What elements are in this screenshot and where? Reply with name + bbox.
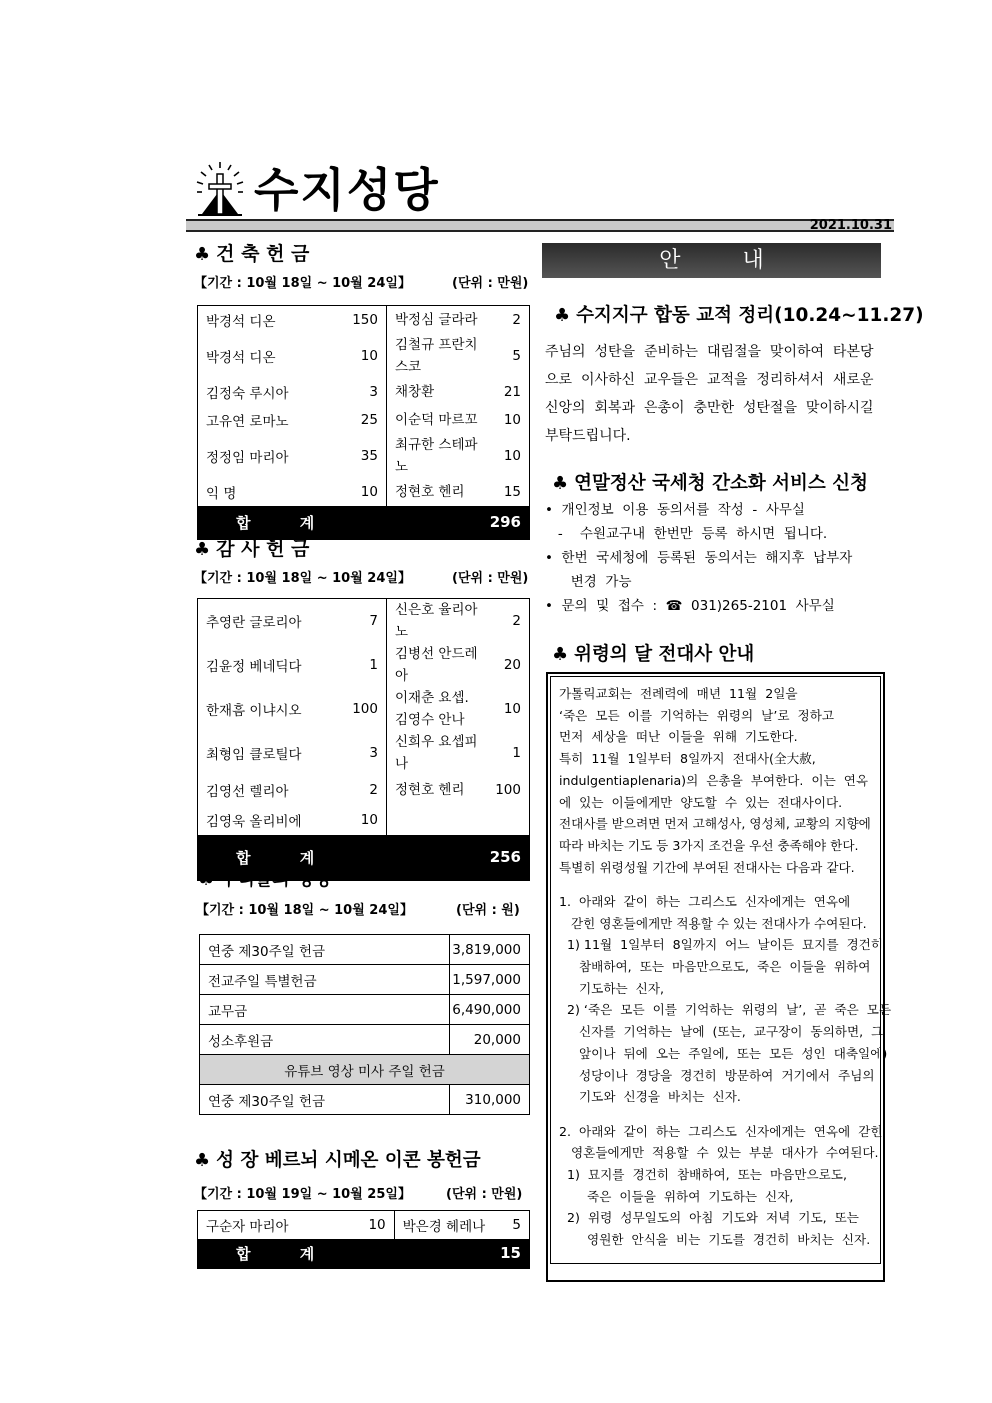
total-value: 15 (500, 1244, 521, 1263)
text-line: 2) 위령 성무일도의 아침 기도와 저녁 기도, 또는 (559, 1210, 859, 1226)
our-devotion-title: ♣ 우리들의 정성 (198, 869, 331, 890)
text-line: 기도와 신경을 바치는 신자. (559, 1089, 741, 1105)
our-devotion-unit: (단위 : 원) (456, 903, 520, 918)
table-row (198, 334, 530, 378)
building-fund-total-row (198, 506, 530, 540)
text-line: 가톨릭교회는 전례력에 매년 11월 2일을 (559, 686, 798, 701)
name-cell: 정현호 헨리 (386, 775, 487, 805)
text-line: 죽은 이들을 위하여 기도하는 신자, (559, 1188, 794, 1204)
text-line: 에 있는 이들에게만 양도할 수 있는 전대사이다. (559, 794, 843, 810)
text-line: 1) 묘지를 경건히 참배하여, 또는 마음만으로도, (559, 1166, 847, 1182)
notice-bar: 안내 (542, 243, 881, 278)
name-cell: 최규한 스테파노 (386, 434, 495, 478)
building-fund-table (197, 305, 530, 540)
name-cell: 박경석 디온 (206, 349, 276, 366)
club-icon: ♣ (194, 539, 211, 560)
name-cell: 최형임 클로틸다 (206, 747, 302, 763)
total-value: 296 (489, 513, 521, 532)
table-row (198, 805, 530, 835)
youtube-header-row (200, 1055, 530, 1085)
name-cell: 구순자 마리아 (206, 1218, 289, 1235)
text-line: 2) ‘죽은 모든 이를 기억하는 위령의 날’, 곧 죽은 모든 (559, 1002, 892, 1018)
header-rule (186, 219, 894, 232)
text-line: 갇힌 영혼들에게만 적용할 수 있는 전대사가 수여된다. (559, 915, 867, 931)
amount-cell: 3 (369, 383, 378, 400)
thanks-offering-unit: (단위 : 만원) (452, 571, 529, 586)
text-line: 전대사를 받으려면 먼저 고해성사, 영성체, 교황의 지향에 (559, 816, 871, 832)
thanks-offering-title: ♣ 감 사 헌 금 (194, 538, 310, 560)
name-cell: 정정임 마리아 (206, 449, 289, 466)
text-line (559, 878, 872, 891)
table-row (200, 935, 530, 965)
amount-cell: 10 (503, 701, 521, 717)
our-devotion-table (199, 934, 530, 1115)
table-row (200, 965, 530, 995)
amount-cell: 100 (495, 782, 521, 798)
amount-cell: 10 (360, 347, 378, 364)
name-cell: 채창환 (386, 378, 495, 406)
thanks-offering-table (197, 598, 530, 881)
total-label: 합 계 (236, 1244, 337, 1263)
table-row (198, 434, 530, 478)
item-label: 연중 제30주일 헌금 (200, 935, 450, 965)
table-row (198, 306, 530, 334)
text-line: 1. 아래와 같이 하는 그리스도 신자에게는 연옥에 (559, 893, 851, 909)
bulletin-date: 2021.10.31 (809, 218, 892, 233)
text-line: 부탁드립니다. (545, 428, 631, 444)
name-cell: 한재흠 이냐시오 (206, 703, 302, 719)
bernard-fund-period: 【기간 : 10월 19일 ~ 10월 25일】 (194, 1187, 411, 1202)
name-cell: 박은경 헤레나 (394, 1211, 502, 1239)
bernard-fund-total-row (198, 1239, 530, 1269)
youtube-header: 유튜브 영상 미사 주일 헌금 (200, 1055, 530, 1085)
table-row (198, 731, 530, 775)
text-line: - 수원교구내 한번만 등록 하시면 됩니다. (545, 526, 828, 542)
text-line: 참배하여, 또는 마음만으로도, 죽은 이들을 위하여 (559, 959, 871, 975)
club-icon: ♣ (552, 644, 569, 665)
amount-cell: 1 (512, 745, 521, 761)
building-fund-unit: (단위 : 만원) (452, 276, 529, 291)
table-row (200, 995, 530, 1025)
amount-cell: 10 (360, 483, 378, 500)
text-line: 1) 11월 1일부터 8일까지 어느 날이든 묘지를 경건히 (559, 937, 884, 953)
text-line: ‘죽은 모든 이를 기억하는 위령의 날’로 정하고 (559, 707, 835, 723)
amount-cell: 7 (369, 613, 378, 629)
table-row (198, 687, 530, 731)
youtube-label: 연중 제30주일 헌금 (200, 1085, 450, 1115)
text-line: 따라 바치는 기도 등 3가지 조건을 우선 충족해야 한다. (559, 837, 859, 853)
name-cell: 이순덕 마르꼬 (386, 406, 495, 434)
text-line: 특별히 위령성월 기간에 부여된 전대사는 다음과 같다. (559, 859, 855, 875)
table-row (198, 1211, 530, 1239)
table-row (198, 643, 530, 687)
amount-cell: 5 (512, 1216, 521, 1233)
amount-cell (487, 805, 529, 835)
name-cell: 신은호 율리아노 (386, 599, 487, 644)
text-line: 주님의 성탄을 준비하는 대림절을 맞이하여 타본당 (545, 344, 874, 360)
text-line: 기도하는 신자, (559, 980, 665, 996)
text-line: 성당이나 경당을 경건히 방문하여 거기에서 주님의 (559, 1067, 875, 1083)
club-icon: ♣ (194, 244, 211, 265)
name-cell: 정현호 헨리 (386, 478, 495, 506)
name-cell: 이재춘 요셉. 김영수 안나 (386, 687, 487, 731)
text-line: 특히 11월 1일부터 8일까지 전대사(全大赦, (559, 751, 816, 767)
name-cell: 박경석 디온 (206, 313, 276, 330)
club-icon: ♣ (554, 305, 571, 326)
youtube-value: 310,000 (450, 1085, 530, 1115)
amount-cell: 5 (512, 347, 521, 364)
bernard-fund-table (197, 1210, 530, 1269)
item-value: 6,490,000 (450, 995, 530, 1025)
notice-item2-title: ♣ 연말정산 국세청 간소화 서비스 신청 (552, 473, 868, 494)
club-icon: ♣ (194, 1150, 211, 1171)
name-cell: 김영선 렐리아 (206, 784, 289, 800)
bernard-fund-unit: (단위 : 만원) (446, 1187, 523, 1202)
thanks-offering-period: 【기간 : 10월 18일 ~ 10월 24일】 (194, 571, 411, 586)
text-line: 먼저 세상을 떠난 이들을 위해 기도한다. (559, 729, 798, 745)
amount-cell: 1 (369, 657, 378, 673)
club-icon: ♣ (552, 473, 569, 494)
text-line: 변경 가능 (545, 574, 632, 590)
name-cell: 추영란 글로리아 (206, 615, 302, 631)
table-row (198, 599, 530, 644)
text-line: • 한번 국세청에 등록된 동의서는 해지후 납부자 (545, 550, 853, 566)
amount-cell: 10 (503, 447, 521, 464)
item-value: 1,597,000 (450, 965, 530, 995)
amount-cell: 21 (503, 383, 521, 400)
total-label: 합 계 (236, 848, 337, 867)
item-value: 3,819,000 (450, 935, 530, 965)
amount-cell: 10 (503, 411, 521, 428)
text-line: • 개인정보 이용 동의서를 작성 - 사무실 (545, 502, 805, 518)
table-row (198, 478, 530, 506)
text-line: 2. 아래와 같이 하는 그리스도 신자에게는 연옥에 갇힌 (559, 1123, 883, 1139)
bernard-fund-title: ♣ 성 장 베르뇌 시메온 이콘 봉헌금 (194, 1150, 481, 1171)
church-logo-icon (196, 160, 244, 220)
name-cell: 박정심 글라라 (386, 306, 495, 334)
church-name: 수지성당 (254, 163, 440, 217)
name-cell: 고유연 로마노 (206, 413, 289, 430)
table-row (198, 775, 530, 805)
text-line: 으로 이사하신 교우들은 교적을 정리하셔서 새로운 (545, 372, 874, 388)
table-row (198, 406, 530, 434)
text-line: 신자를 기억하는 날에 (또는, 교구장이 동의하면, 그 (559, 1024, 884, 1040)
youtube-row (200, 1085, 530, 1115)
amount-cell: 20 (503, 657, 521, 673)
text-line: indulgentiaplenaria)의 은총을 부여한다. 이는 연옥 (559, 772, 869, 788)
amount-cell: 15 (503, 483, 521, 500)
building-fund-title: ♣ 건 축 헌 금 (194, 243, 310, 265)
amount-cell: 3 (369, 745, 378, 761)
text-line: 신앙의 회복과 은총이 충만한 성탄절을 맞이하시길 (545, 400, 874, 416)
amount-cell: 100 (352, 701, 378, 717)
amount-cell: 2 (512, 613, 521, 629)
item-label: 교무금 (200, 995, 450, 1025)
indulgence-box (546, 672, 892, 1282)
name-cell: 김정숙 루시아 (206, 385, 289, 402)
our-devotion-period: 【기간 : 10월 18일 ~ 10월 24일】 (196, 903, 413, 918)
name-cell: 김영욱 올리비에 (206, 814, 302, 830)
notice-item1-body (545, 338, 890, 450)
total-label: 합 계 (236, 513, 337, 532)
name-cell: 김철규 프란치스코 (386, 334, 495, 378)
amount-cell: 35 (360, 447, 378, 464)
amount-cell: 10 (368, 1216, 386, 1233)
notice-item2-body (545, 498, 890, 618)
name-cell: 익 명 (206, 485, 237, 502)
name-cell (386, 805, 487, 835)
table-row (198, 378, 530, 406)
club-icon: ♣ (198, 869, 215, 890)
item-label: 전교주일 특별헌금 (200, 965, 450, 995)
notice-item3-title: ♣ 위령의 달 전대사 안내 (552, 644, 755, 665)
notice-item1-title: ♣ 수지지구 합동 교적 정리(10.24~11.27) (554, 305, 924, 326)
text-line: • 문의 및 접수 : ☎ 031)265-2101 사무실 (545, 598, 835, 614)
text-line (559, 1108, 872, 1121)
name-cell: 김윤정 베네딕다 (206, 659, 302, 675)
text-line: 영원한 안식을 비는 기도를 경건히 바치는 신자. (559, 1232, 871, 1248)
text-line: 영혼들에게만 적용할 수 있는 부분 대사가 수여된다. (559, 1145, 879, 1161)
building-fund-period: 【기간 : 10월 18일 ~ 10월 24일】 (194, 276, 411, 291)
amount-cell: 2 (369, 782, 378, 798)
text-line: 앞이나 뒤에 오는 주일에, 또는 모든 성인 대축일에) (559, 1045, 888, 1061)
name-cell: 신희우 요셉피나 (386, 731, 487, 775)
amount-cell: 150 (352, 311, 378, 328)
total-value: 256 (489, 848, 521, 867)
amount-cell: 10 (360, 812, 378, 828)
table-row (200, 1025, 530, 1055)
amount-cell: 2 (512, 311, 521, 328)
item-value: 20,000 (450, 1025, 530, 1055)
amount-cell: 25 (360, 411, 378, 428)
item-label: 성소후원금 (200, 1025, 450, 1055)
name-cell: 김병선 안드레아 (386, 643, 487, 687)
indulgence-text (550, 676, 892, 1264)
